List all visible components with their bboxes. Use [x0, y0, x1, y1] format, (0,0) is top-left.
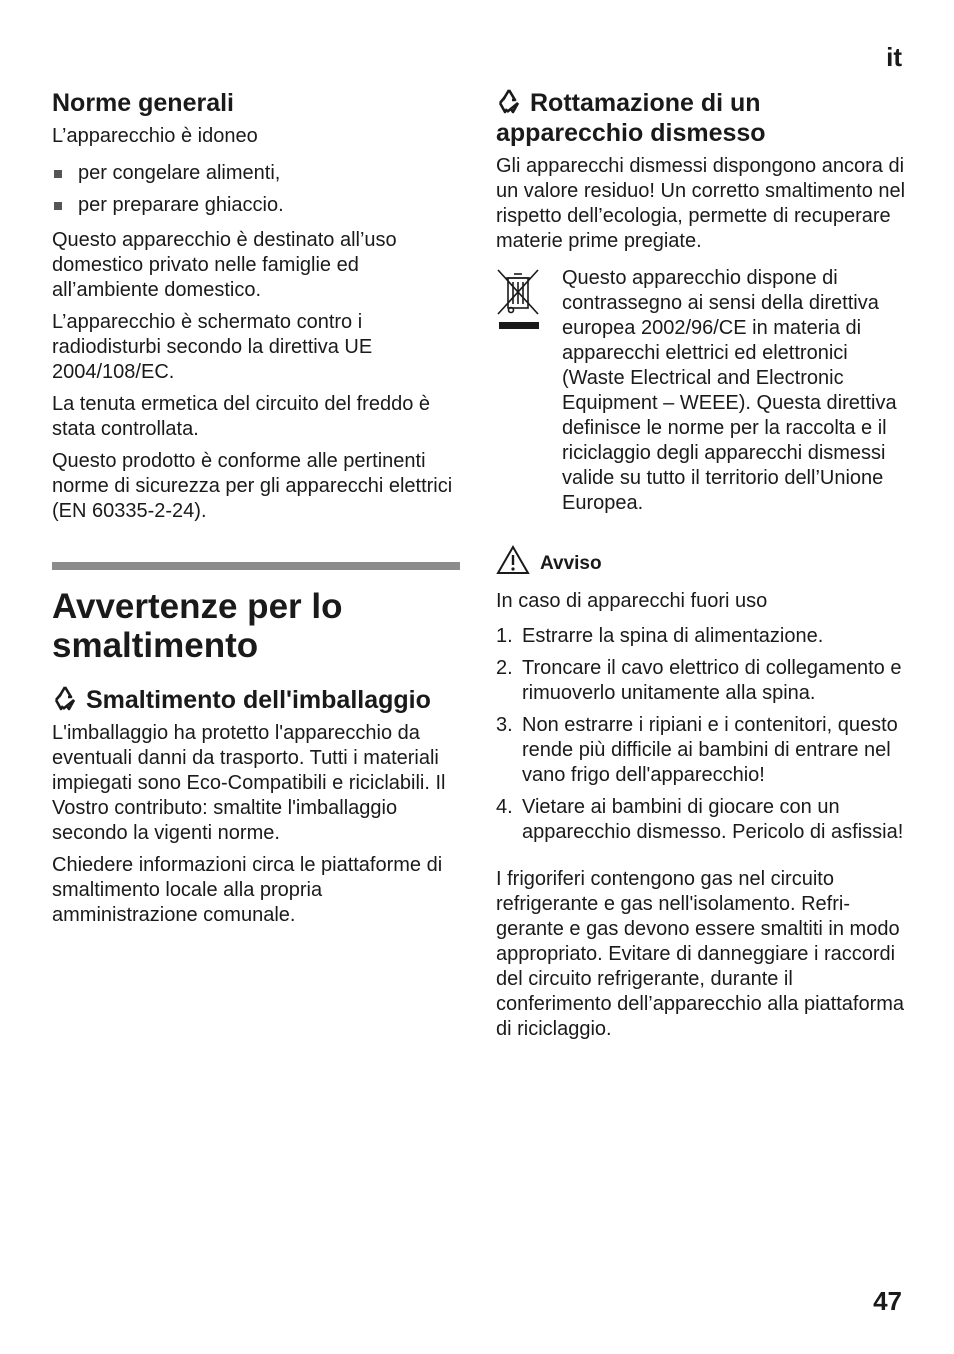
packaging-paragraph-2: Chiedere informazioni circa le piattaforme di smaltimento locale alla propria amministrazione comunale. [52, 854, 443, 926]
refrigerant-paragraph: I frigoriferi contengono gas nel circuito refrigerante e gas nell'isolamento. Refrigerante e gas devono essere smaltiti in modo appropriato. Evitare di danneggiare i raccordi del circuito refrigerante, durante il conferimento dell’apparecchio alla piattaforma di riciclaggio. [496, 868, 905, 1040]
usage-list [52, 161, 460, 218]
list-item: per preparare ghiaccio. [52, 193, 460, 218]
disposal-steps [496, 624, 906, 845]
packaging-disposal-heading: Smaltimento dell'imballaggio [52, 685, 460, 715]
warning-triangle-icon [496, 545, 530, 575]
left-column [52, 88, 460, 935]
seal-check-paragraph: La tenuta ermetica del circuito del freddo è stata controllata. [52, 393, 430, 440]
radio-interference-paragraph: L’apparecchio è schermato contro i radiodisturbi secondo la direttiva UE 2004/108/EC. [52, 311, 373, 383]
list-item: 2. Troncare il cavo elettrico di collegamento e rimuoverlo unitamente alla spina. [496, 657, 902, 704]
section-divider [52, 562, 460, 570]
list-item: per congelare alimenti, [52, 161, 460, 186]
section-title: Avvertenze per lo smaltimento [52, 587, 343, 665]
warning-intro: In caso di apparecchi fuori uso [496, 590, 768, 612]
intro-text: L’apparecchio è idoneo [52, 125, 258, 147]
warning-header [496, 545, 906, 575]
right-column [496, 88, 906, 1049]
list-item: 3. Non estrarre i ripiani e i contenitori, questo rende più difficile ai bambini di entrare nel vano frigo dell'apparecchio! [496, 714, 898, 786]
crossed-bin-icon [496, 266, 542, 523]
language-marker: it [886, 42, 902, 72]
norme-generali-heading: Norme generali [52, 89, 235, 117]
page-number: 47 [873, 1286, 902, 1316]
safety-norms-paragraph: Questo prodotto è conforme alle pertinenti norme di sicurezza per gli apparecchi elettrici (EN 60335-2-24). [52, 450, 453, 522]
recycle-icon [496, 88, 522, 114]
bullet-square-icon [54, 170, 62, 178]
domestic-use-paragraph: Questo apparecchio è destinato all’uso domestico privato nelle famiglie ed all’ambiente domestico. [52, 229, 397, 301]
recycle-icon [52, 685, 78, 711]
packaging-paragraph-1: L'imballaggio ha protetto l'apparecchio da eventuali danni da trasporto. Tutti i materiali impiegati sono Eco-Compatibili e riciclabili. Il Vostro contributo: smaltite l'imballaggio secondo la vigenti norme. [52, 722, 446, 844]
list-item: 4. Vietare ai bambini di giocare con un apparecchio dismesso. Pericolo di asfissia! [496, 796, 904, 843]
weee-text: Questo apparecchio dispone di contrassegno ai sensi della direttiva europea 2002/96/CE in materia di apparecchi elettrici ed elettronici (Waste Electrical and Electronic Equipment – WEEE). Questa direttiva definisce le norme per la raccolta e il riciclaggio degli apparecchi dismessi valide su tutto il territorio dell’Unione Europea. [562, 267, 897, 514]
bullet-square-icon [54, 202, 62, 210]
appliance-disposal-heading: Rottamazione di un apparecchio dismesso [496, 89, 766, 147]
weee-notice [496, 266, 906, 523]
list-item: 1. Estrarre la spina di alimentazione. [496, 625, 824, 647]
residual-value-paragraph: Gli apparecchi dismessi dispongono ancora di un valore residuo! Un corretto smaltimento nel rispetto dell’ecologia, permette di recuperare materie prime pregiate. [496, 155, 906, 252]
warning-label: Avviso [540, 553, 602, 574]
